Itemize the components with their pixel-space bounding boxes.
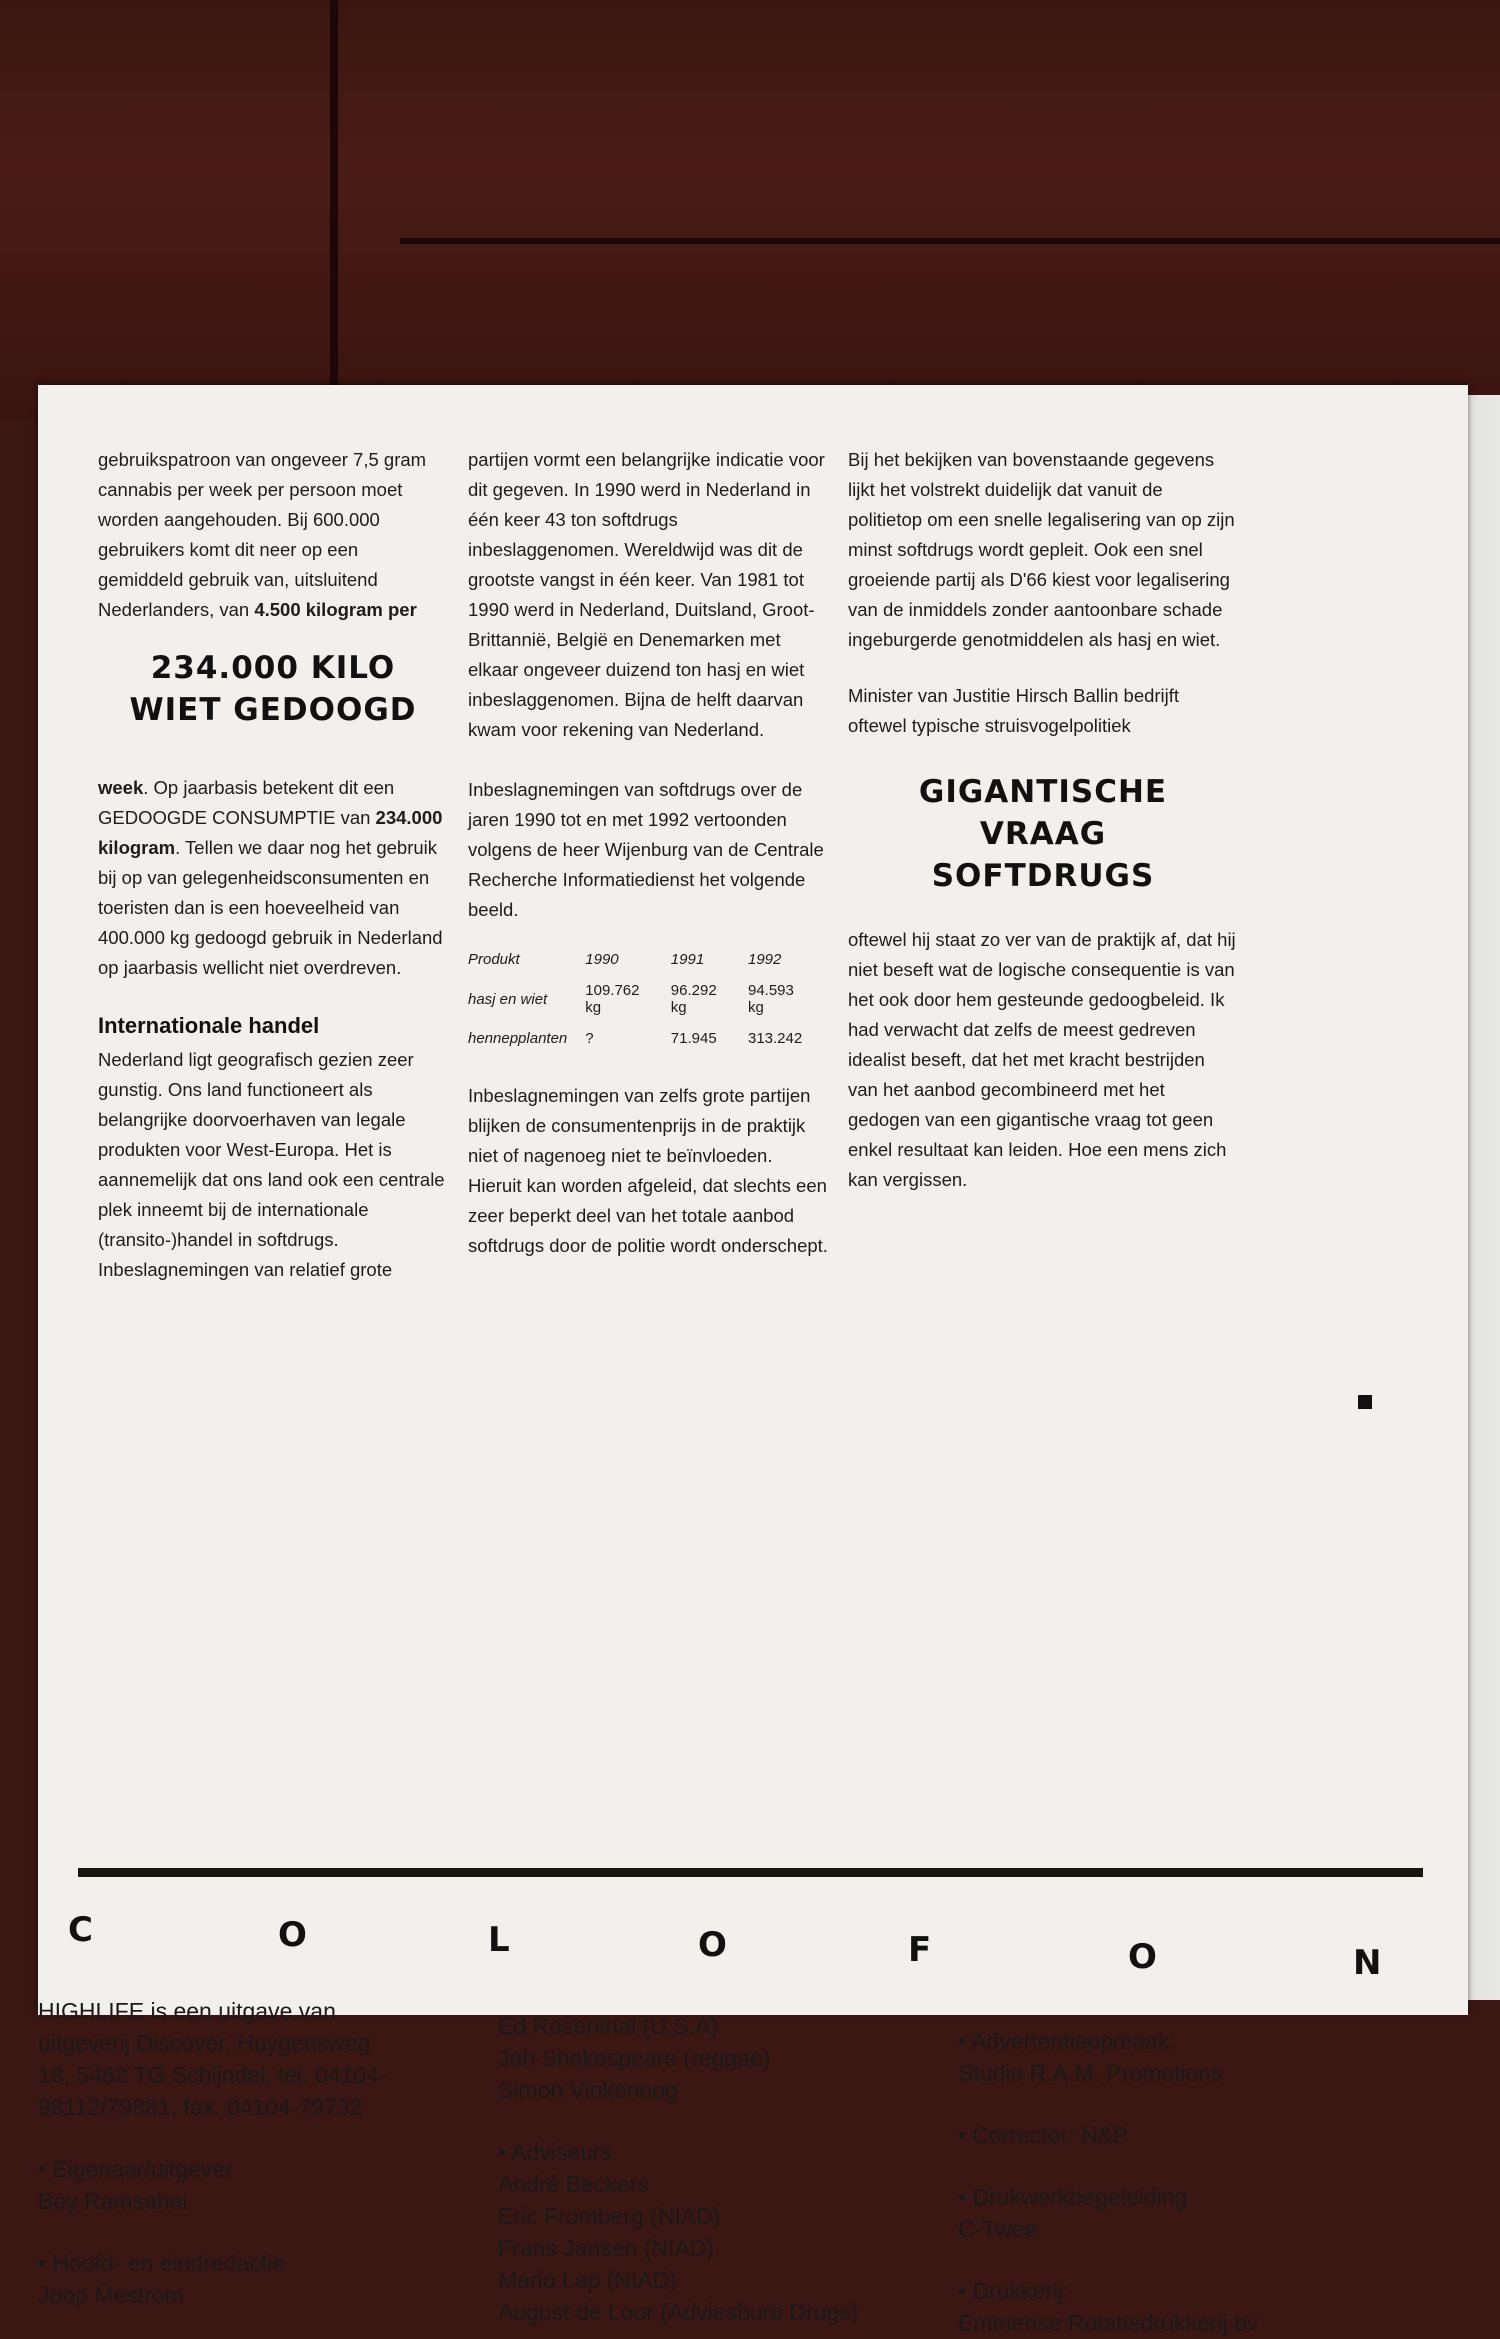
advisor: August de Loor (Adviesburo Drugs) (498, 2299, 859, 2325)
contributor: Jah Shakespeare (reggae) (498, 2045, 771, 2071)
ads-label: • Advertentieopmaak: (958, 2028, 1176, 2054)
headline-line: GIGANTISCHE (918, 774, 1168, 810)
owner-name: Boy Ramsahai (38, 2188, 188, 2214)
table-row (468, 1026, 828, 1057)
table-header: 1990 (585, 951, 619, 968)
col2-paragraph-2: Inbeslagnemingen van softdrugs over de jaren 1990 tot en met 1992 vertoonden volgens de heer Wijenburg van de Centrale Recherche Informatiedienst het volgende beeld. (468, 779, 824, 920)
contributor: Ed Rosenthal (U.S.A) (498, 2013, 718, 2039)
ads-value: Studio R.A.M. Promotions (958, 2060, 1223, 2086)
headline-line: WIET GEDOOGD (129, 692, 417, 728)
advisors-label: • Adviseurs (498, 2139, 613, 2165)
print-supervision-label: • Drukwerkbegeleiding (958, 2184, 1188, 2210)
table-cell: 109.762 kg (585, 982, 640, 1016)
table-cell: hennepplanten (468, 1030, 568, 1047)
colofon-letter: F (908, 1930, 932, 1970)
colofon-letter: O (278, 1915, 307, 1955)
headline-line: SOFTDRUGS (931, 858, 1155, 894)
wooden-table-background (0, 0, 1500, 420)
col1-paragraph-2: week. Op jaarbasis betekent dit een GEDOOGDE CONSUMPTIE van 234.000 kilogram. Tellen we daar nog het gebruik bij op van gelegenheidsconsumenten en toeristen dan is een hoeveelheid van 400.000 kg gedoogd gebruik in Nederland op jaarbasis wellicht niet overdreven. (98, 777, 443, 978)
table-header: 1992 (747, 951, 782, 968)
table-cell: 96.292 kg (670, 982, 717, 1016)
advisor: André Beckers (498, 2171, 649, 2197)
headline-line: 234.000 KILO (150, 650, 396, 686)
col3-paragraph-2: Minister van Justitie Hirsch Ballin bedrijft oftewel typische struisvogelpolitiek (848, 685, 1180, 736)
col2-paragraph-1: partijen vormt een belangrijke indicatie voor dit gegeven. In 1990 werd in Nederland in één keer 43 ton softdrugs inbeslaggenomen. Wereldwijd was dit de grootste vangst in één keer. Van 1981 tot 1990 werd in Nederland, Duitsland, Groot-Brittannië, België en Denemarken met elkaar ongeveer duizend ton hasj en wiet inbeslaggenomen. Bijna de helft daarvan kwam voor rekening van Nederland. (468, 449, 825, 740)
plank-seam (400, 238, 1500, 244)
table-cell: 94.593 kg (747, 982, 794, 1016)
editor-name: Joop Mestrom (38, 2282, 184, 2308)
table-header: 1991 (670, 951, 705, 968)
colofon-letter: O (1128, 1937, 1157, 1977)
contributor: Simon Vinkenoog (498, 2077, 678, 2103)
table-header-row (468, 947, 828, 978)
seizures-table (468, 947, 828, 1057)
column-1 (98, 445, 448, 1285)
colofon-letter: C (68, 1910, 93, 1950)
headline-line: VRAAG (979, 816, 1107, 852)
colofon-column-2 (498, 2010, 898, 2328)
colofon-column-1 (38, 1995, 398, 2311)
table-cell: 71.945 (670, 1030, 717, 1047)
end-of-article-mark (1358, 1395, 1372, 1409)
table-cell: ? (585, 1030, 594, 1047)
plank-seam (330, 0, 338, 400)
advisor: Frans Jansen (NIAD) (498, 2235, 715, 2261)
table-cell: hasj en wiet (468, 990, 548, 1008)
table-header: Produkt (468, 951, 520, 968)
advisor: Eric Fromberg (NIAD) (498, 2203, 721, 2229)
corrector: • Corrector: N&P (958, 2122, 1129, 2148)
owner-label: • Eigenaar/uitgever (38, 2156, 233, 2182)
col2-paragraph-3: Inbeslagnemingen van zelfs grote partijen blijken de consumentenprijs in de praktijk niet of nagenoeg niet te beïnvloeden. Hieruit kan worden afgeleid, dat slechts een zeer beperkt deel van het totale aanbod softdrugs door de politie wordt onderschept. (468, 1085, 828, 1256)
colofon-letter: L (488, 1920, 510, 1960)
col3-paragraph-1: Bij het bekijken van bovenstaande gegevens lijkt het volstrekt duidelijk dat vanuit de politietop om een snelle legalisering van op zijn minst softdrugs wordt gepleit. Ook een snel groeiende partij als D'66 kiest voor legalisering van de inmiddels zonder aantoonbare schade ingeburgerde genotmiddelen als hasj en wiet. (848, 449, 1235, 650)
magazine-page (38, 385, 1468, 2336)
column-2 (468, 445, 828, 1261)
table-cell: 313.242 (747, 1030, 803, 1047)
printer-value: Emmense Rotatiedrukkerij bv (958, 2310, 1259, 2336)
headline-gigantische-vraag (848, 771, 1238, 897)
colofon-divider (78, 1868, 1423, 1877)
column-3 (848, 445, 1238, 1195)
col1-paragraph-3: Nederland ligt geografisch gezien zeer gunstig. Ons land functioneert als belangrijke doorvoerhaven van legale produkten voor West-Europa. Het is aannemelijk dat ons land ook een centrale plek inneemt bij de internationale (transito-)handel in softdrugs. Inbeslagnemingen van relatief grote (98, 1049, 445, 1280)
editor-label: • Hoofd- en eindredactie (38, 2250, 286, 2276)
subheading-internationale-handel: Internationale handel (98, 1013, 320, 1038)
printer-label: • Drukkerij: (958, 2278, 1070, 2304)
print-supervision-value: C-Twee (958, 2216, 1038, 2242)
headline-wiet-gedoogd (98, 647, 448, 731)
advisor: Mario Lap (NIAD) (498, 2267, 677, 2293)
col3-paragraph-3: oftewel hij staat zo ver van de praktijk af, dat hij niet beseft wat de logische consequentie is van het ook door hem gesteunde gedoogbeleid. Ik had verwacht dat zelfs de meest gedreven idealist beseft, dat het met kracht bestrijden van het aanbod gecombineerd met het gedogen van een gigantische vraag tot geen enkel resultaat kan leiden. Hoe een mens zich kan vergissen. (848, 929, 1236, 1190)
publisher-info: HIGHLIFE is een uitgave van uitgeverij Discover, Huygensweg 18, 5482 TG Schijndel, tel. 04104-98112/79881, fax. 04104-79732 (38, 1998, 387, 2120)
colofon-column-3 (958, 2025, 1358, 2339)
colofon-letter: O (698, 1925, 727, 1965)
col1-paragraph-1: gebruikspatroon van ongeveer 7,5 gram cannabis per week per persoon moet worden aangehouden. Bij 600.000 gebruikers komt dit neer op een gemiddeld gebruik van, uitsluitend Nederlanders, van 4.500 kilogram per (98, 449, 427, 620)
colofon-letter: N (1353, 1943, 1382, 1983)
table-row (468, 978, 828, 1026)
